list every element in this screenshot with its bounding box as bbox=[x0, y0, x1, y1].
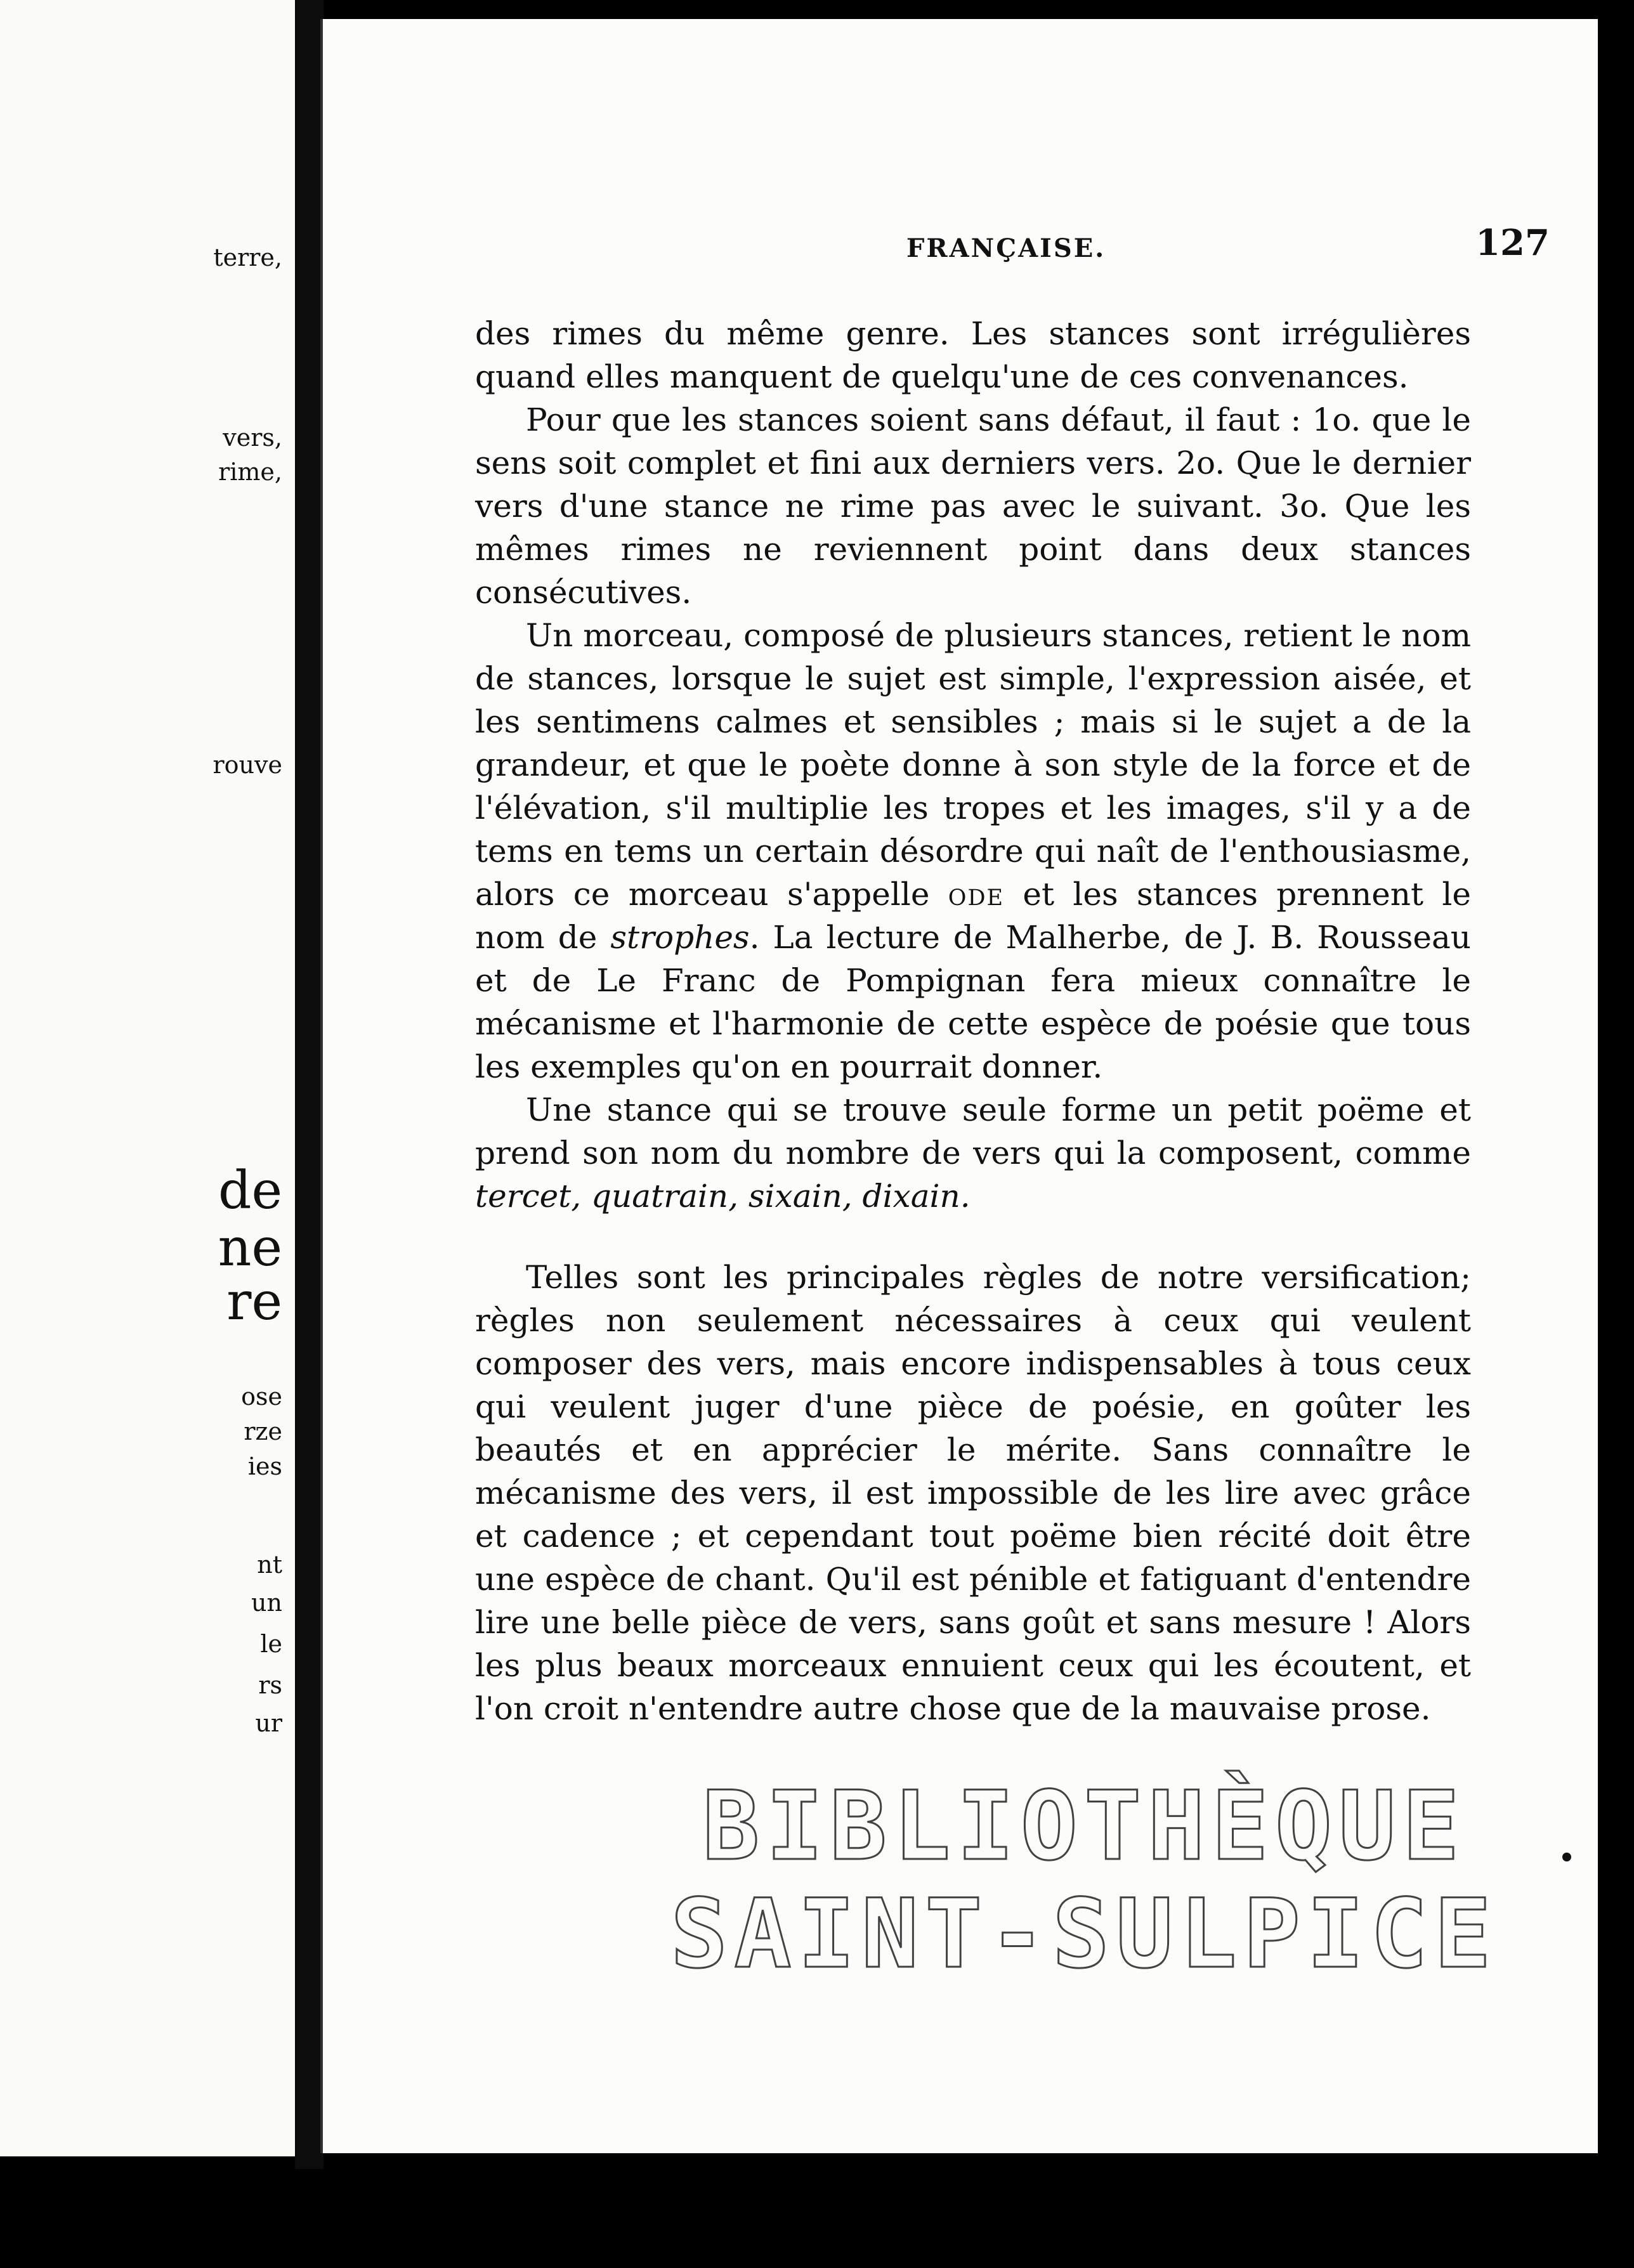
paragraph-text: Un morceau, composé de plusieurs stances, retient le nom de stances, lorsque le sujet est simple, l'expression aisée, et les sentimens calmes et sensibles ; mais si le sujet a de la grandeur, et que le poète donne à son style de la force et de l'élévation, s'il multiplie les tropes et les images, s'il y a de tems en tems un certain désordre qui naît de l'enthousiasme, alors ce morceau s'appelle bbox=[475, 617, 1471, 913]
paragraph bbox=[475, 614, 1471, 1088]
paragraph-text: . La lecture de Malherbe, de J. B. Rousseau et de Le Franc de Pompignan fera mieux connaître le mécanisme et l'harmonie de cette espèce de poésie que tous les exemples qu'on en pourrait donner. bbox=[475, 919, 1471, 1085]
left-facing-page bbox=[0, 0, 295, 2156]
left-fragment: rime, bbox=[218, 458, 282, 486]
paragraph: Pour que les stances soient sans défaut, il faut : 1o. que le sens soit complet et fini aux derniers vers. 2o. Que le dernier vers d'une stance ne rime pas avec le suivant. 3o. Que les mêmes rimes ne reviennent point dans deux stances consécutives. bbox=[475, 401, 1471, 611]
page-number: 127 bbox=[1475, 222, 1550, 264]
book-gutter bbox=[295, 0, 324, 2169]
left-fragment: re bbox=[226, 1272, 282, 1332]
right-page bbox=[320, 19, 1598, 2153]
left-fragment: rouve bbox=[212, 751, 282, 779]
paragraph-text: Une stance qui se trouve seule forme un petit poëme et prend son nom du nombre de vers qui la composent, comme bbox=[475, 1092, 1471, 1171]
running-head: FRANÇAISE. bbox=[906, 233, 1106, 263]
left-fragment: le bbox=[260, 1630, 282, 1658]
left-fragment: un bbox=[251, 1589, 282, 1617]
left-fragment: ies bbox=[247, 1452, 282, 1480]
left-fragment: de bbox=[218, 1161, 282, 1221]
stanza-forms: tercet, quatrain, sixain, dixain. bbox=[475, 1178, 971, 1215]
left-fragment: ur bbox=[255, 1709, 282, 1737]
left-fragment: rs bbox=[258, 1671, 282, 1699]
library-stamp bbox=[608, 1773, 1560, 1988]
paragraph-text: et les stances prennent le nom de bbox=[475, 876, 1471, 956]
stamp-line: SAINT-SULPICE bbox=[670, 1879, 1498, 1990]
ink-mark bbox=[1562, 1853, 1571, 1861]
left-fragment: ose bbox=[241, 1383, 282, 1411]
paragraph: Telles sont les principales règles de notre versification; règles non seulement nécessaires à ceux qui veulent composer des vers, mais encore indispensables à tous ceux qui veulent juger d'une pièce de poésie, en goûter les beautés et en apprécier le mérite. Sans connaître le mécanisme des vers, il est impossible de les lire avec grâce et cadence ; et cependant tout poëme bien récité doit être une espèce de chant. Qu'il est pénible et fatiguant d'entendre lire une belle pièce de vers, sans goût et sans mesure ! Alors les plus beaux morceaux ennuient ceux qui les écoutent, et l'on croit n'entendre autre chose que de la mauvaise prose. bbox=[475, 1259, 1471, 1727]
paragraph: des rimes du même genre. Les stances sont irrégulières quand elles manquent de quelqu'une de ces convenances. bbox=[475, 315, 1471, 395]
left-fragment: ne bbox=[218, 1218, 282, 1278]
left-fragment: terre, bbox=[213, 244, 282, 271]
body-text bbox=[475, 312, 1471, 1730]
left-fragment: rze bbox=[244, 1418, 282, 1445]
paragraph bbox=[475, 1088, 1471, 1218]
left-fragment: nt bbox=[257, 1551, 282, 1579]
ode-term: ode bbox=[948, 876, 1005, 913]
stamp-line: BIBLIOTHÈQUE bbox=[702, 1771, 1466, 1882]
left-fragment: vers, bbox=[223, 424, 282, 452]
strophes-term: strophes bbox=[610, 919, 750, 956]
